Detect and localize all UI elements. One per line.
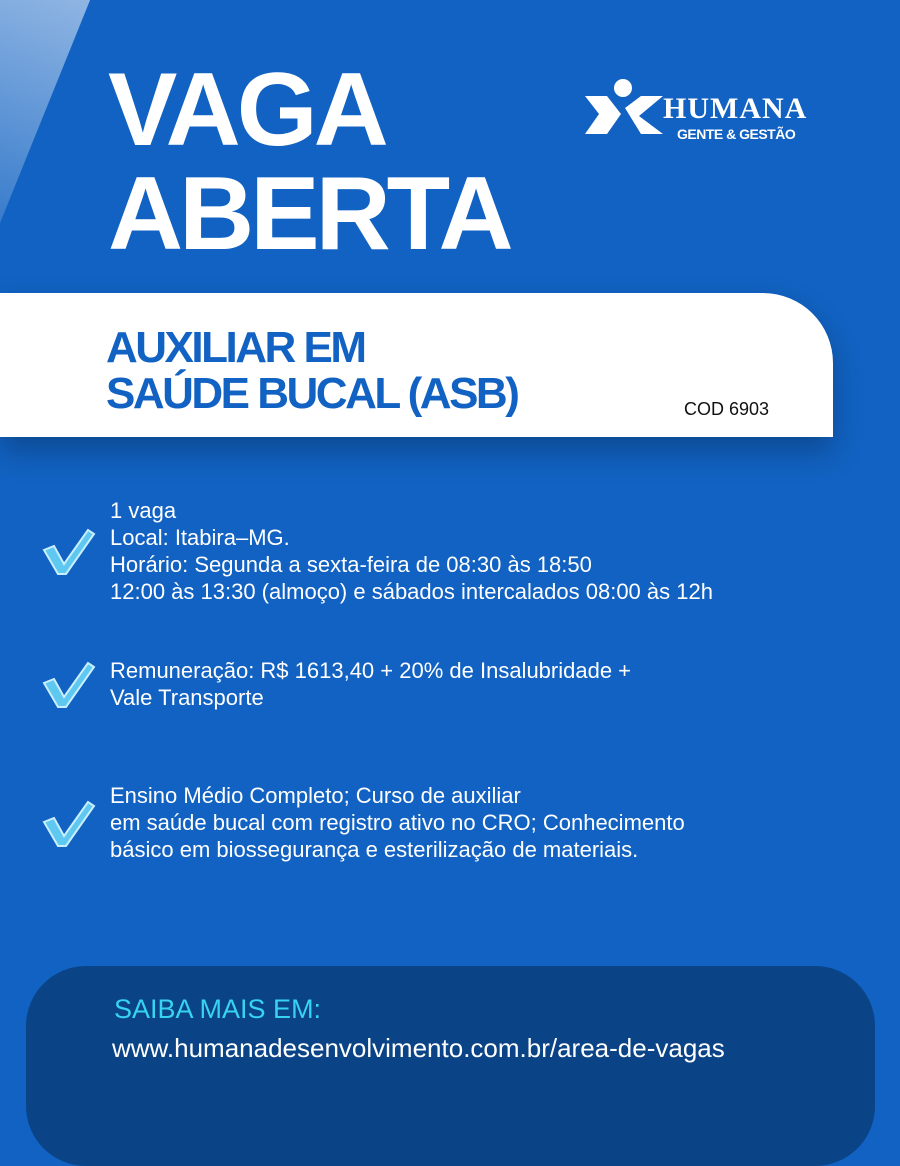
item-line: Ensino Médio Completo; Curso de auxiliar [110, 783, 521, 808]
item-line: em saúde bucal com registro ativo no CRO; Conhecimento [110, 810, 685, 835]
item-line: Remuneração: R$ 1613,40 + 20% de Insalubridade + [110, 658, 632, 683]
jobs-url-link[interactable]: www.humanadesenvolvimento.com.br/area-de-vagas [112, 1033, 725, 1063]
info-item-details [40, 497, 713, 605]
info-item-requirements [40, 782, 685, 863]
item-line: Local: Itabira–MG. [110, 525, 290, 550]
item-line: 1 vaga [110, 498, 177, 523]
check-icon [40, 526, 96, 576]
job-title-line2: SAÚDE BUCAL (ASB) [106, 369, 518, 418]
item-line: 12:00 às 13:30 (almoço) e sábados intercalados 08:00 às 12h [110, 579, 713, 604]
job-code: COD 6903 [684, 399, 770, 419]
headline-line1: VAGA [108, 52, 385, 168]
company-logo [585, 78, 835, 148]
info-item-salary [40, 657, 631, 711]
check-icon [40, 659, 96, 709]
learn-more-label: SAIBA MAIS EM: [114, 994, 322, 1024]
headline-line2: ABERTA [108, 156, 510, 272]
item-line: Horário: Segunda a sexta-feira de 08:30 às 18:50 [110, 552, 592, 577]
light-glare [0, 0, 94, 324]
logo-name: HUMANA [663, 92, 808, 125]
logo-mark-icon [585, 78, 665, 138]
check-icon [40, 798, 96, 848]
job-title-line1: AUXILIAR EM [106, 323, 365, 372]
job-title-banner [0, 293, 833, 437]
logo-tagline: GENTE & GESTÃO [677, 126, 796, 142]
item-line: Vale Transporte [110, 685, 264, 710]
job-title [106, 325, 517, 417]
headline [108, 52, 510, 272]
item-line: básico em biossegurança e esterilização de materiais. [110, 837, 639, 862]
footer-panel [26, 966, 875, 1166]
